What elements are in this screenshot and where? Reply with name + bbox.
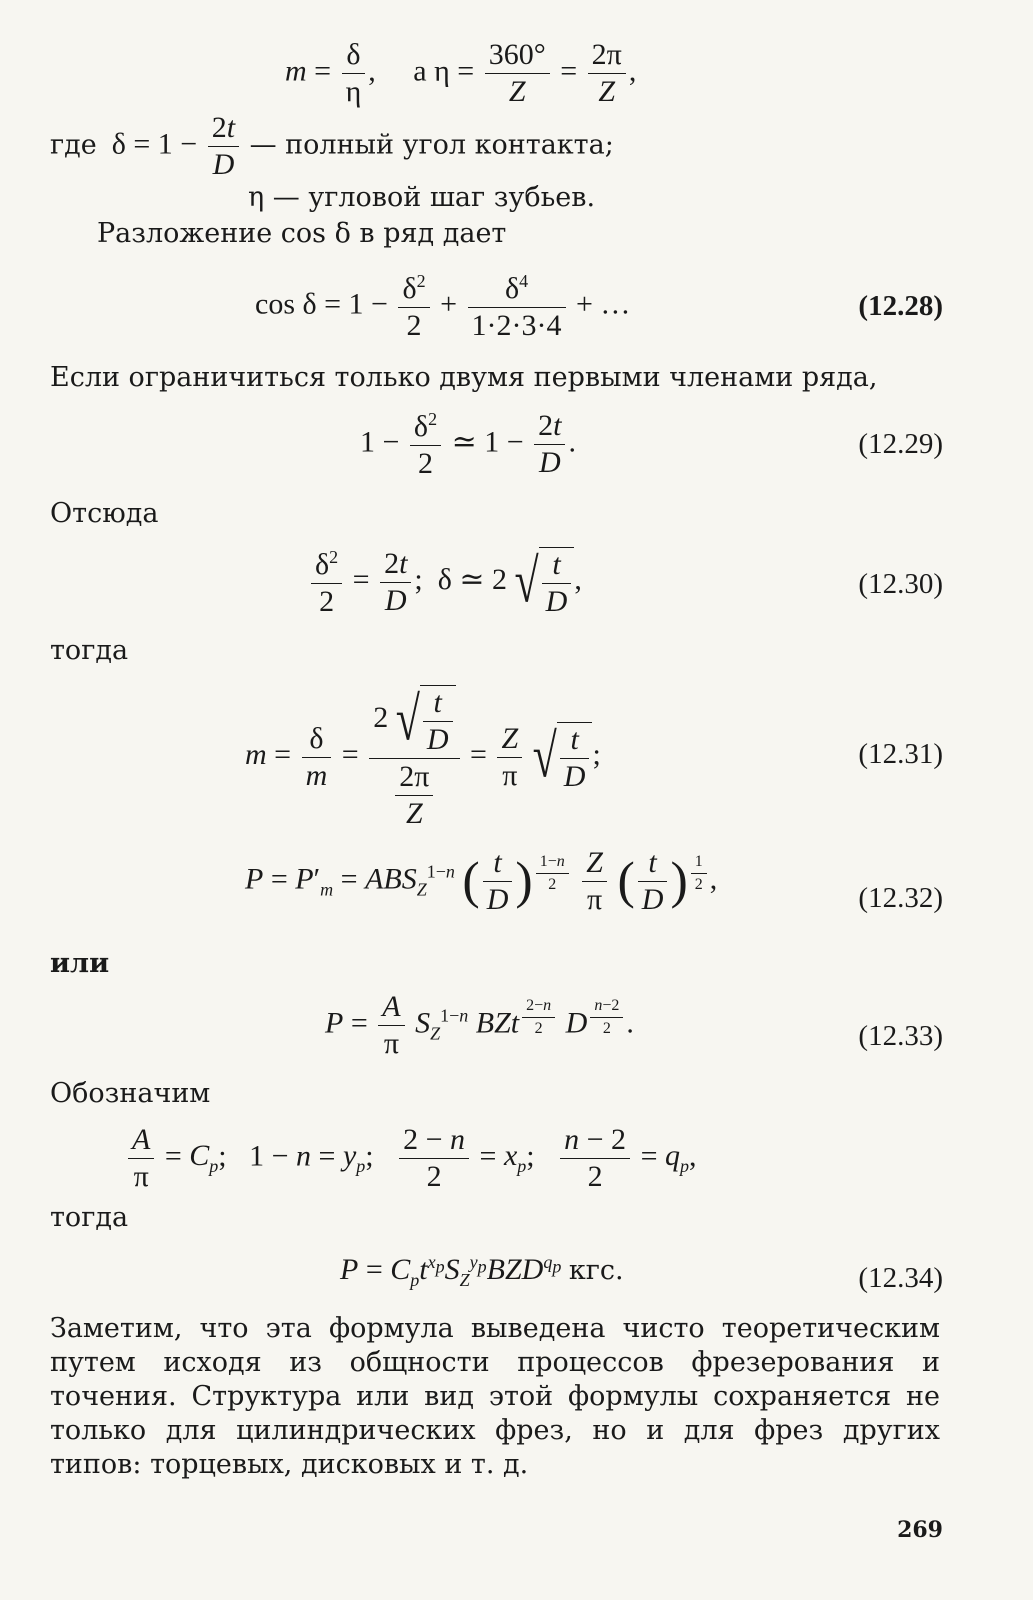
then-label-1: тогда bbox=[50, 635, 129, 666]
unit-kgs: кгс. bbox=[568, 1255, 624, 1286]
equation-number-12-33: (12.33) bbox=[858, 1020, 943, 1052]
where-label: где bbox=[50, 129, 97, 161]
equation-number-12-29: (12.29) bbox=[858, 428, 943, 460]
formula-delta-sqrt: $\frac{\delta^2}{2}$ = $\frac{2t}{D}$ ; δ ≃ 2 √ $\frac{t}{D}$ , bbox=[308, 547, 582, 617]
eta-description: η — угловой шаг зубьев. bbox=[248, 182, 596, 213]
full-angle-description: — полный угол контакта; bbox=[249, 129, 614, 161]
formula-m-derivation: m = $\frac{\delta}{m}$ = 2 √ $\frac{t}{D}$ $\frac{2\pi}{Z}$ = $\frac{Z}{\pi}$ √ $\frac{t}{D}$ ; bbox=[245, 685, 601, 830]
closing-paragraph: Заметим, что эта формула выведена чисто теоретическим путем исходя из общности процессов фрезерования и точения. Структура или вид этой формулы сохраняется не только для цилиндрических фрез, но и для фрез других типов: торцевых, дисковых и т. д. bbox=[50, 1313, 940, 1480]
equation-number-12-32: (12.32) bbox=[858, 882, 943, 914]
formula-notations: $\frac{A}{\pi}$ = $C_p$; $1 - n = y_p$; $\frac{2 - n}{2}$ = $x_p$; $\frac{n - 2}{2}$ = $q_p$, bbox=[125, 1125, 696, 1192]
formula-m-eta: m = $\frac{\delta}{\eta}$ , а η = $\frac{360^\circ}{Z}$ = $\frac{2\pi}{Z}$ , bbox=[285, 38, 637, 108]
equation-number-12-28: (12.28) bbox=[858, 290, 943, 322]
formula-cos-series: cos δ = 1 − $\frac{\delta^2}{2}$ + $\frac{\delta^4}{1\cdot 2\cdot 3\cdot 4}$ + … bbox=[255, 271, 631, 342]
or-label: или bbox=[50, 948, 110, 979]
equation-number-12-34: (12.34) bbox=[858, 1262, 943, 1294]
restrict-intro: Если ограничиться только двумя первыми членами ряда, bbox=[50, 362, 878, 393]
formula-delta-definition: где δ = 1 − $\frac{2t}{D}$ — полный угол контакта; bbox=[50, 111, 614, 181]
equation-number-12-30: (12.30) bbox=[858, 568, 943, 600]
formula-P-m: $P = P'_m = ABS_Z^{1-n}$ ( $\frac{t}{D}$ ) $^{\frac{1-n}{2}}$ $\frac{Z}{\pi}$ ( $\frac{t}{D}$ ) $^{\frac{1}{2}}$ , bbox=[245, 846, 718, 916]
then-label-2: тогда bbox=[50, 1202, 129, 1233]
denote-label: Обозначим bbox=[50, 1078, 211, 1109]
hence-label: Отсюда bbox=[50, 498, 159, 529]
equation-number-12-31: (12.31) bbox=[858, 738, 943, 770]
formula-P-final: $P = C_pt^{x_p}S_Z^{y_p}BZD^{q_p}$ кгс. bbox=[340, 1252, 624, 1290]
expansion-intro: Разложение cos δ в ряд дает bbox=[97, 218, 507, 249]
formula-approximation: 1 − $\frac{\delta^2}{2}$ ≃ 1 − $\frac{2t}{D}$ . bbox=[360, 409, 576, 480]
page-number: 269 bbox=[897, 1517, 943, 1543]
formula-P-expanded: P = $\frac{A}{\pi}$ $S_Z^{1-n}$ BZt $^{\frac{2-n}{2}}$ D $^{\frac{n-2}{2}}$ . bbox=[325, 990, 634, 1060]
